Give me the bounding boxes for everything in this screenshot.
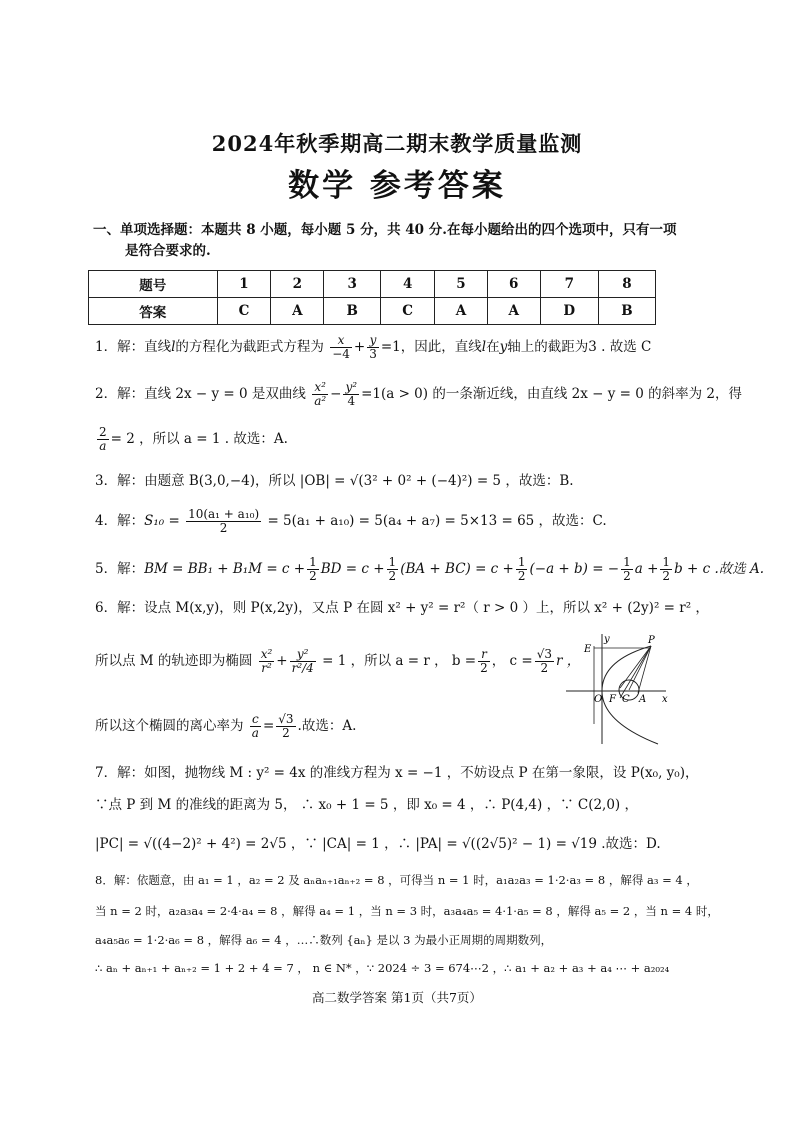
denominator: 2 — [388, 569, 397, 583]
solution-6-end — [95, 713, 356, 740]
text: = 5(a₁ + a₁₀) = 5(a₄ + a₇) = 5×13 = 65 ，故选：C. — [267, 513, 607, 529]
numerator: 1 — [662, 555, 671, 569]
text: 在 — [486, 339, 500, 355]
text: BM = BB₁ + B₁M = c + — [144, 561, 306, 577]
text: 轴上的截距为3 . 故选 C — [507, 339, 652, 355]
text: = — [262, 718, 275, 734]
numerator: x² — [312, 381, 328, 395]
numerator: 2 — [99, 425, 107, 439]
fraction — [343, 381, 359, 408]
answer-table-row-answers — [89, 298, 656, 325]
table-cell: D — [540, 298, 598, 325]
numerator: y — [367, 334, 379, 348]
numerator: y² — [345, 380, 358, 394]
fraction — [660, 556, 672, 583]
fraction — [516, 556, 528, 583]
numerator: √3 — [278, 712, 294, 726]
text: 所以点 M 的轨迹即为椭圆 — [95, 653, 253, 669]
solution-6: 6．解：设点 M(x,y)，则 P(x,2y)，又点 P 在圆 x² + y² = r²（ r > 0 ）上，所以 x² + (2y)² = r² ， — [95, 600, 709, 616]
label-c: C — [622, 694, 630, 705]
denominator: 2 — [517, 569, 526, 583]
table-cell: A — [435, 298, 488, 325]
fraction — [307, 556, 319, 583]
text: 1．解：直线 — [95, 339, 172, 355]
table-cell: C — [381, 298, 435, 325]
numerator: √3 — [536, 647, 553, 661]
text: = 2 ，所以 a = 1 . 故选：A. — [110, 431, 288, 447]
fraction — [535, 648, 554, 675]
text: + — [353, 339, 366, 355]
solution-8: 8．解：依题意，由 a₁ = 1 ，a₂ = 2 及 aₙaₙ₊₁aₙ₊₂ = 8 ，可得当 n = 1 时，a₁a₂a₃ = 1·2·a₃ = 8 ，解得 a₃ = 4 ， — [95, 873, 698, 887]
text: 的方程化为截距式方程为 — [175, 339, 324, 355]
text: + — [276, 653, 288, 669]
numerator: 1 — [309, 555, 317, 569]
fraction — [330, 334, 352, 361]
var: l — [171, 339, 176, 355]
denominator: −4 — [332, 347, 350, 361]
segment-pa — [638, 646, 651, 693]
table-cell: B — [324, 298, 381, 325]
text: BD = c + — [320, 561, 385, 577]
solution-1 — [95, 334, 651, 361]
text: b + c .故选 A. — [674, 561, 765, 577]
fraction — [276, 713, 295, 740]
numerator: x² — [260, 647, 273, 661]
parabola-figure — [562, 632, 672, 747]
solution-3: 3．解：由题意 B(3,0,−4)，所以 |OB| = √(3² + 0² + (−4)²) = 5 ，故选：B. — [95, 473, 574, 489]
numerator: y² — [290, 648, 316, 662]
solution-6-cont — [95, 648, 580, 675]
text: r ， — [556, 653, 581, 669]
section-heading-line2: 是符合要求的. — [125, 243, 211, 259]
solution-8-cont2: a₄a₅a₆ = 1·2·a₆ = 8 ，解得 a₆ = 4 ，…∴数列 {aₙ} 是以 3 为最小正周期的周期数列， — [95, 933, 553, 947]
table-cell: 1 — [217, 271, 271, 298]
numerator: 1 — [388, 555, 397, 569]
denominator: 2 — [309, 569, 317, 583]
denominator: 2 — [282, 726, 290, 740]
answer-table — [88, 270, 656, 325]
text: =1(a > 0) 的一条渐近线，由直线 2x − y = 0 的斜率为 2，得 — [361, 386, 742, 402]
denominator: 2 — [540, 661, 549, 675]
table-label-question: 题号 — [89, 271, 218, 298]
table-cell: 8 — [598, 271, 655, 298]
fraction — [367, 334, 379, 361]
fraction — [312, 381, 328, 408]
solution-7-cont: ∵点 P 到 M 的准线的距离为 5， ∴ x₀ + 1 = 5 ，即 x₀ = 4 ，∴ P(4,4) ，∵ C(2,0) ， — [95, 797, 638, 813]
text: 所以这个椭圆的离心率为 — [95, 718, 244, 734]
segment-pf — [620, 646, 651, 688]
table-cell: C — [217, 298, 271, 325]
table-cell: 5 — [435, 271, 488, 298]
numerator: x — [330, 334, 352, 348]
solution-2-cont — [95, 426, 288, 453]
table-cell: A — [487, 298, 540, 325]
denominator: 2 — [480, 661, 488, 675]
numerator: 1 — [623, 555, 631, 569]
fraction — [621, 556, 633, 583]
fraction — [387, 556, 399, 583]
solution-2 — [95, 381, 742, 408]
denominator: a² — [314, 394, 327, 408]
table-cell: 3 — [324, 271, 381, 298]
denominator: 2 — [662, 569, 671, 583]
fraction — [250, 713, 261, 740]
label-f: F — [609, 694, 616, 705]
fraction — [259, 648, 275, 675]
text: 4．解： — [95, 513, 145, 529]
table-label-answer: 答案 — [89, 298, 218, 325]
denominator: r²/4 — [291, 661, 314, 675]
fraction — [290, 648, 316, 675]
text: =1，因此，直线 — [380, 339, 482, 355]
solution-8-cont: 当 n = 2 时，a₂a₃a₄ = 2·4·a₄ = 8 ，解得 a₄ = 1 ，当 n = 3 时，a₃a₄a₅ = 4·1·a₅ = 8 ，解得 a₅ = 2 ，当 n = 4 时， — [95, 904, 719, 918]
fraction — [186, 508, 261, 535]
text: 2．解：直线 2x − y = 0 是双曲线 — [95, 386, 306, 402]
page-footer: 高二数学答案 第1页（共7页） — [312, 990, 482, 1005]
text: .故选：A. — [297, 718, 357, 734]
section-heading-line1: 一、单项选择题：本题共 8 小题，每小题 5 分，共 40 分.在每小题给出的四个选项中，只有一项 — [93, 222, 677, 238]
denominator: 4 — [347, 394, 356, 408]
label-o: O — [594, 694, 603, 705]
denominator: r² — [261, 661, 272, 675]
denominator: a — [251, 726, 259, 740]
document-subtitle: 数学 参考答案 — [288, 168, 506, 204]
var: l — [481, 339, 487, 355]
text: = 1 ，所以 a = r ， b = — [322, 653, 477, 669]
text: 5．解： — [95, 561, 145, 577]
solution-5 — [95, 556, 764, 583]
table-cell: 7 — [540, 271, 598, 298]
text: (BA + BC) = c + — [400, 561, 514, 577]
table-cell: 4 — [381, 271, 435, 298]
var: y — [499, 339, 508, 355]
table-cell: A — [271, 298, 324, 325]
solution-7-end: |PC| = √((4−2)² + 4²) = 2√5 ，∵ |CA| = 1 ，∴ |PA| = √((2√5)² − 1) = √19 .故选：D. — [95, 836, 661, 852]
denominator: a — [99, 439, 107, 453]
label-a: A — [639, 694, 647, 705]
denominator: 2 — [219, 521, 228, 535]
denominator: 2 — [623, 569, 631, 583]
answer-table-row-numbers — [89, 271, 656, 298]
table-cell: B — [598, 298, 655, 325]
numerator: c — [250, 713, 261, 727]
text: S₁₀ = — [144, 513, 180, 529]
document-title: 2024年秋季期高二期末教学质量监测 — [211, 131, 583, 156]
fraction — [478, 648, 490, 675]
table-cell: 6 — [487, 271, 540, 298]
text: ， c = — [491, 653, 533, 669]
tangent-line — [620, 646, 651, 698]
label-p: P — [648, 635, 655, 646]
numerator: r — [478, 648, 490, 662]
label-x: x — [662, 694, 668, 705]
section-heading — [93, 220, 705, 262]
text: (−a + b) = − — [529, 561, 620, 577]
solution-8-cont3: ∴ aₙ + aₙ₊₁ + aₙ₊₂ = 1 + 2 + 4 = 7 ， n ∈ N* ，∵ 2024 ÷ 3 = 674⋯2 ，∴ a₁ + a₂ + a₃ + a₄ ⋯ + a₂₀₂₄ — [95, 961, 670, 975]
solution-4 — [95, 508, 607, 535]
text: a + — [634, 561, 659, 577]
label-e: E — [584, 644, 592, 655]
text: − — [330, 386, 342, 402]
label-y: y — [604, 634, 610, 645]
numerator: 1 — [517, 555, 526, 569]
fraction — [97, 426, 109, 453]
solution-7: 7．解：如图，抛物线 M : y² = 4x 的准线方程为 x = −1 ，不妨设点 P 在第一象限，设 P(x₀, y₀)， — [95, 765, 699, 781]
table-cell: 2 — [271, 271, 324, 298]
denominator: 3 — [369, 347, 377, 361]
numerator: 10(a₁ + a₁₀) — [188, 507, 260, 521]
